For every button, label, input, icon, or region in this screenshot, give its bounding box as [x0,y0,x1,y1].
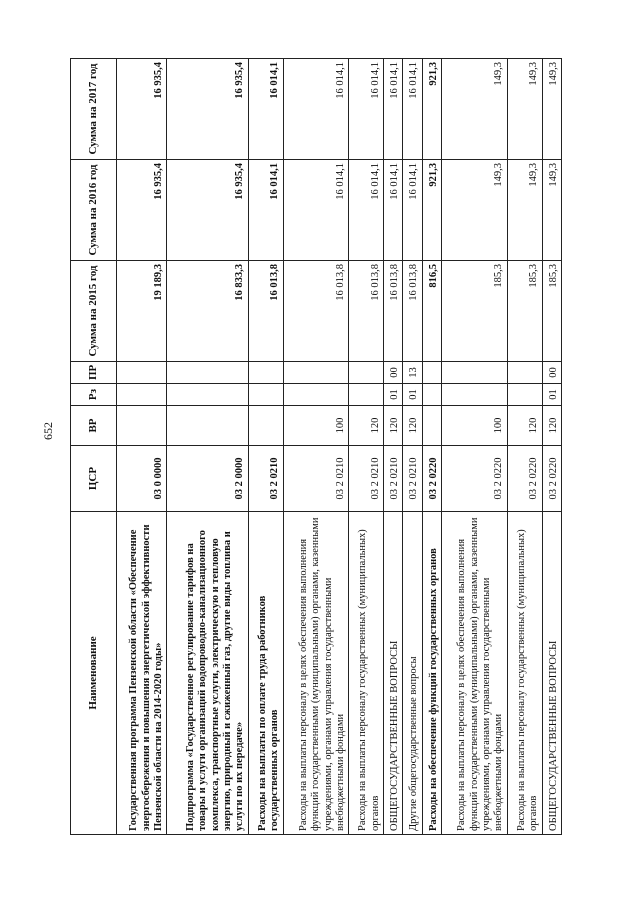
cell-pr [507,362,542,384]
cell-pr: 13 [403,362,422,384]
table-row [441,59,507,835]
cell-s2017: 16 014,1 [248,59,283,160]
cell-s2017: 149,3 [441,59,507,160]
cell-s2016: 16 014,1 [283,160,349,261]
cell-s2017: 16 014,1 [384,59,403,160]
cell-vr [248,406,283,446]
table-row [167,59,248,835]
cell-s2017: 16 014,1 [403,59,422,160]
cell-s2016: 16 014,1 [384,160,403,261]
cell-pr [441,362,507,384]
cell-pr [283,362,349,384]
cell-rz [248,384,283,406]
cell-name: Расходы на обеспечение функций государственных органов [422,512,441,835]
cell-s2016: 16 935,4 [167,160,248,261]
header-csr: ЦСР [71,446,117,512]
cell-s2015: 185,3 [507,261,542,362]
table-row [283,59,349,835]
cell-pr: 00 [542,362,561,384]
cell-rz: 01 [542,384,561,406]
cell-rz: 01 [403,384,422,406]
cell-s2016: 149,3 [542,160,561,261]
rotated-table-container [70,58,562,835]
cell-s2016: 16 014,1 [403,160,422,261]
cell-s2017: 16 014,1 [349,59,384,160]
cell-s2015: 16 013,8 [403,261,422,362]
page-number: 652 [41,422,55,440]
cell-name: Другие общегосударственные вопросы [403,512,422,835]
cell-rz [283,384,349,406]
cell-rz [117,384,167,406]
table-row [384,59,403,835]
cell-s2017: 16 935,4 [167,59,248,160]
cell-csr: 03 2 0210 [283,446,349,512]
cell-name: Расходы на выплаты персоналу в целях обеспечения выполнения функций государственными (муниципальными) органами, казенными учреждениями, органами управления государственными внебюджетными фондами [283,512,349,835]
table-row [248,59,283,835]
cell-csr: 03 2 0220 [507,446,542,512]
cell-s2015: 16 833,3 [167,261,248,362]
cell-s2016: 16 014,1 [349,160,384,261]
table-row [349,59,384,835]
cell-name: Государственная программа Пензенской области «Обеспечение энергосбережения и повышения энергетической эффективности Пензенской области на 2014-2020 годы» [117,512,167,835]
cell-s2015: 16 013,8 [384,261,403,362]
cell-vr: 120 [384,406,403,446]
cell-csr: 03 2 0210 [384,446,403,512]
cell-pr [117,362,167,384]
cell-pr [422,362,441,384]
table-row [542,59,561,835]
cell-s2015: 16 013,8 [349,261,384,362]
cell-rz [422,384,441,406]
cell-s2015: 185,3 [542,261,561,362]
cell-s2016: 16 935,4 [117,160,167,261]
cell-s2016: 149,3 [441,160,507,261]
cell-s2017: 149,3 [542,59,561,160]
cell-csr: 03 2 0220 [422,446,441,512]
table-header-row [71,59,117,835]
cell-s2017: 16 014,1 [283,59,349,160]
cell-pr [167,362,248,384]
cell-s2015: 16 013,8 [248,261,283,362]
cell-vr [117,406,167,446]
header-vr: ВР [71,406,117,446]
table-row [117,59,167,835]
cell-s2017: 149,3 [507,59,542,160]
budget-table [70,58,562,835]
cell-csr: 03 2 0220 [441,446,507,512]
table-row [507,59,542,835]
cell-name: Расходы на выплаты персоналу в целях обеспечения выполнения функций государственными (муниципальными) органами, казенными учреждениями, органами управления государственными внебюджетными фондами [441,512,507,835]
cell-vr: 120 [507,406,542,446]
cell-vr: 120 [349,406,384,446]
cell-rz [167,384,248,406]
cell-vr [167,406,248,446]
cell-pr [349,362,384,384]
cell-s2016: 921,3 [422,160,441,261]
cell-name: ОБЩЕГОСУДАРСТВЕННЫЕ ВОПРОСЫ [384,512,403,835]
cell-csr: 03 2 0210 [349,446,384,512]
cell-s2017: 16 935,4 [117,59,167,160]
cell-s2016: 149,3 [507,160,542,261]
cell-name: Расходы на выплаты персоналу государственных (муниципальных) органов [507,512,542,835]
cell-vr: 120 [403,406,422,446]
cell-name: Подпрограмма «Государственное регулирование тарифов на товары и услуги организаций водопроводно-канализационного комплекса, транспортные услуги, электрическую и тепловую энергию, природный и сжиженный газ, другие виды топлива и услуги по их передаче» [167,512,248,835]
header-sum-2016: Сумма на 2016 год [71,160,117,261]
cell-rz [507,384,542,406]
cell-vr: 100 [441,406,507,446]
cell-name: Расходы на выплаты персоналу государственных (муниципальных) органов [349,512,384,835]
cell-name: ОБЩЕГОСУДАРСТВЕННЫЕ ВОПРОСЫ [542,512,561,835]
cell-rz [441,384,507,406]
cell-rz: 01 [384,384,403,406]
table-row [403,59,422,835]
cell-csr: 03 2 0210 [403,446,422,512]
cell-vr [422,406,441,446]
header-sum-2017: Сумма на 2017 год [71,59,117,160]
cell-name: Расходы на выплаты по оплате труда работников государственных органов [248,512,283,835]
cell-csr: 03 2 0000 [167,446,248,512]
header-rz: Рз [71,384,117,406]
table-body [117,59,562,835]
cell-s2015: 19 189,3 [117,261,167,362]
header-name: Наименование [71,512,117,835]
cell-csr: 03 0 0000 [117,446,167,512]
cell-s2016: 16 014,1 [248,160,283,261]
header-sum-2015: Сумма на 2015 год [71,261,117,362]
header-pr: ПР [71,362,117,384]
cell-csr: 03 2 0210 [248,446,283,512]
table-row [422,59,441,835]
cell-s2015: 816,5 [422,261,441,362]
cell-vr: 100 [283,406,349,446]
cell-pr: 00 [384,362,403,384]
cell-csr: 03 2 0220 [542,446,561,512]
cell-vr: 120 [542,406,561,446]
cell-s2015: 185,3 [441,261,507,362]
cell-pr [248,362,283,384]
cell-s2015: 16 013,8 [283,261,349,362]
cell-s2017: 921,3 [422,59,441,160]
cell-rz [349,384,384,406]
